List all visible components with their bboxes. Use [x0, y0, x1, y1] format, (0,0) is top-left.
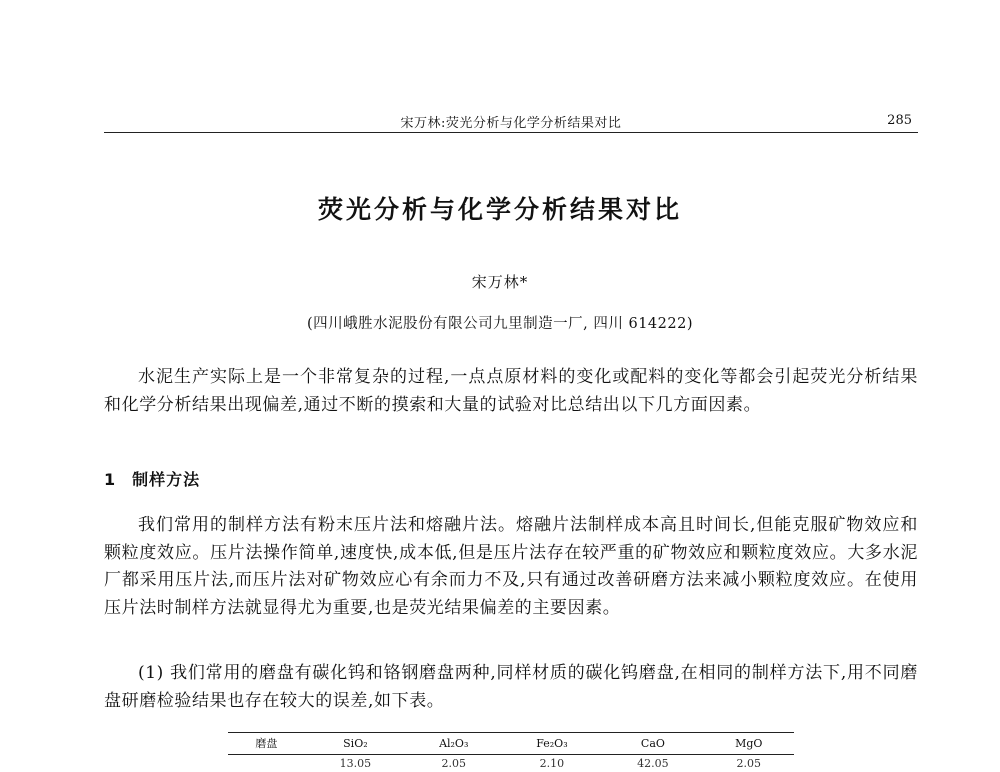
running-head-title: 宋万林:荧光分析与化学分析结果对比 — [104, 112, 918, 131]
table-cell — [228, 755, 305, 772]
table-header-cell: 磨盘 — [228, 733, 305, 755]
affiliation: (四川峨胜水泥股份有限公司九里制造一厂, 四川 614222) — [0, 312, 1000, 333]
table-header-cell: MgO — [704, 733, 795, 755]
table-header-cell: Fe₂O₃ — [502, 733, 603, 755]
table-cell: 2.10 — [502, 755, 603, 772]
running-head — [104, 110, 918, 133]
table-header-row — [228, 733, 794, 755]
section-title: 制样方法 — [132, 470, 200, 489]
table-cell: 13.05 — [305, 755, 406, 772]
table-header-cell: Al₂O₃ — [406, 733, 502, 755]
section-heading — [104, 467, 200, 490]
table-header-cell: SiO₂ — [305, 733, 406, 755]
intro-paragraph: 水泥生产实际上是一个非常复杂的过程,一点点原材料的变化或配料的变化等都会引起荧光分析结果和化学分析结果出现偏差,通过不断的摸索和大量的试验对比总结出以下几方面因素。 — [104, 364, 918, 419]
table-row — [228, 755, 794, 772]
article-title: 荧光分析与化学分析结果对比 — [0, 190, 1000, 226]
table-cell: 42.05 — [602, 755, 703, 772]
page-number: 285 — [887, 113, 912, 128]
section1-paragraph2: (1) 我们常用的磨盘有碳化钨和铬钢磨盘两种,同样材质的碳化钨磨盘,在相同的制样方法下,用不同磨盘研磨检验结果也存在较大的误差,如下表。 — [104, 660, 918, 715]
grinding-disc-table — [228, 732, 794, 772]
table-cell: 2.05 — [704, 755, 795, 772]
section1-paragraph1: 我们常用的制样方法有粉末压片法和熔融片法。熔融片法制样成本高且时间长,但能克服矿物效应和颗粒度效应。压片法操作简单,速度快,成本低,但是压片法存在较严重的矿物效应和颗粒度效应。大多水泥厂都采用压片法,而压片法对矿物效应心有余而力不及,只有通过改善研磨方法来减小颗粒度效应。在使用压片法时制样方法就显得尤为重要,也是荧光结果偏差的主要因素。 — [104, 512, 918, 622]
section-number: 1 — [104, 470, 116, 489]
table-cell: 2.05 — [406, 755, 502, 772]
author: 宋万林* — [0, 271, 1000, 292]
table-header-cell: CaO — [602, 733, 703, 755]
